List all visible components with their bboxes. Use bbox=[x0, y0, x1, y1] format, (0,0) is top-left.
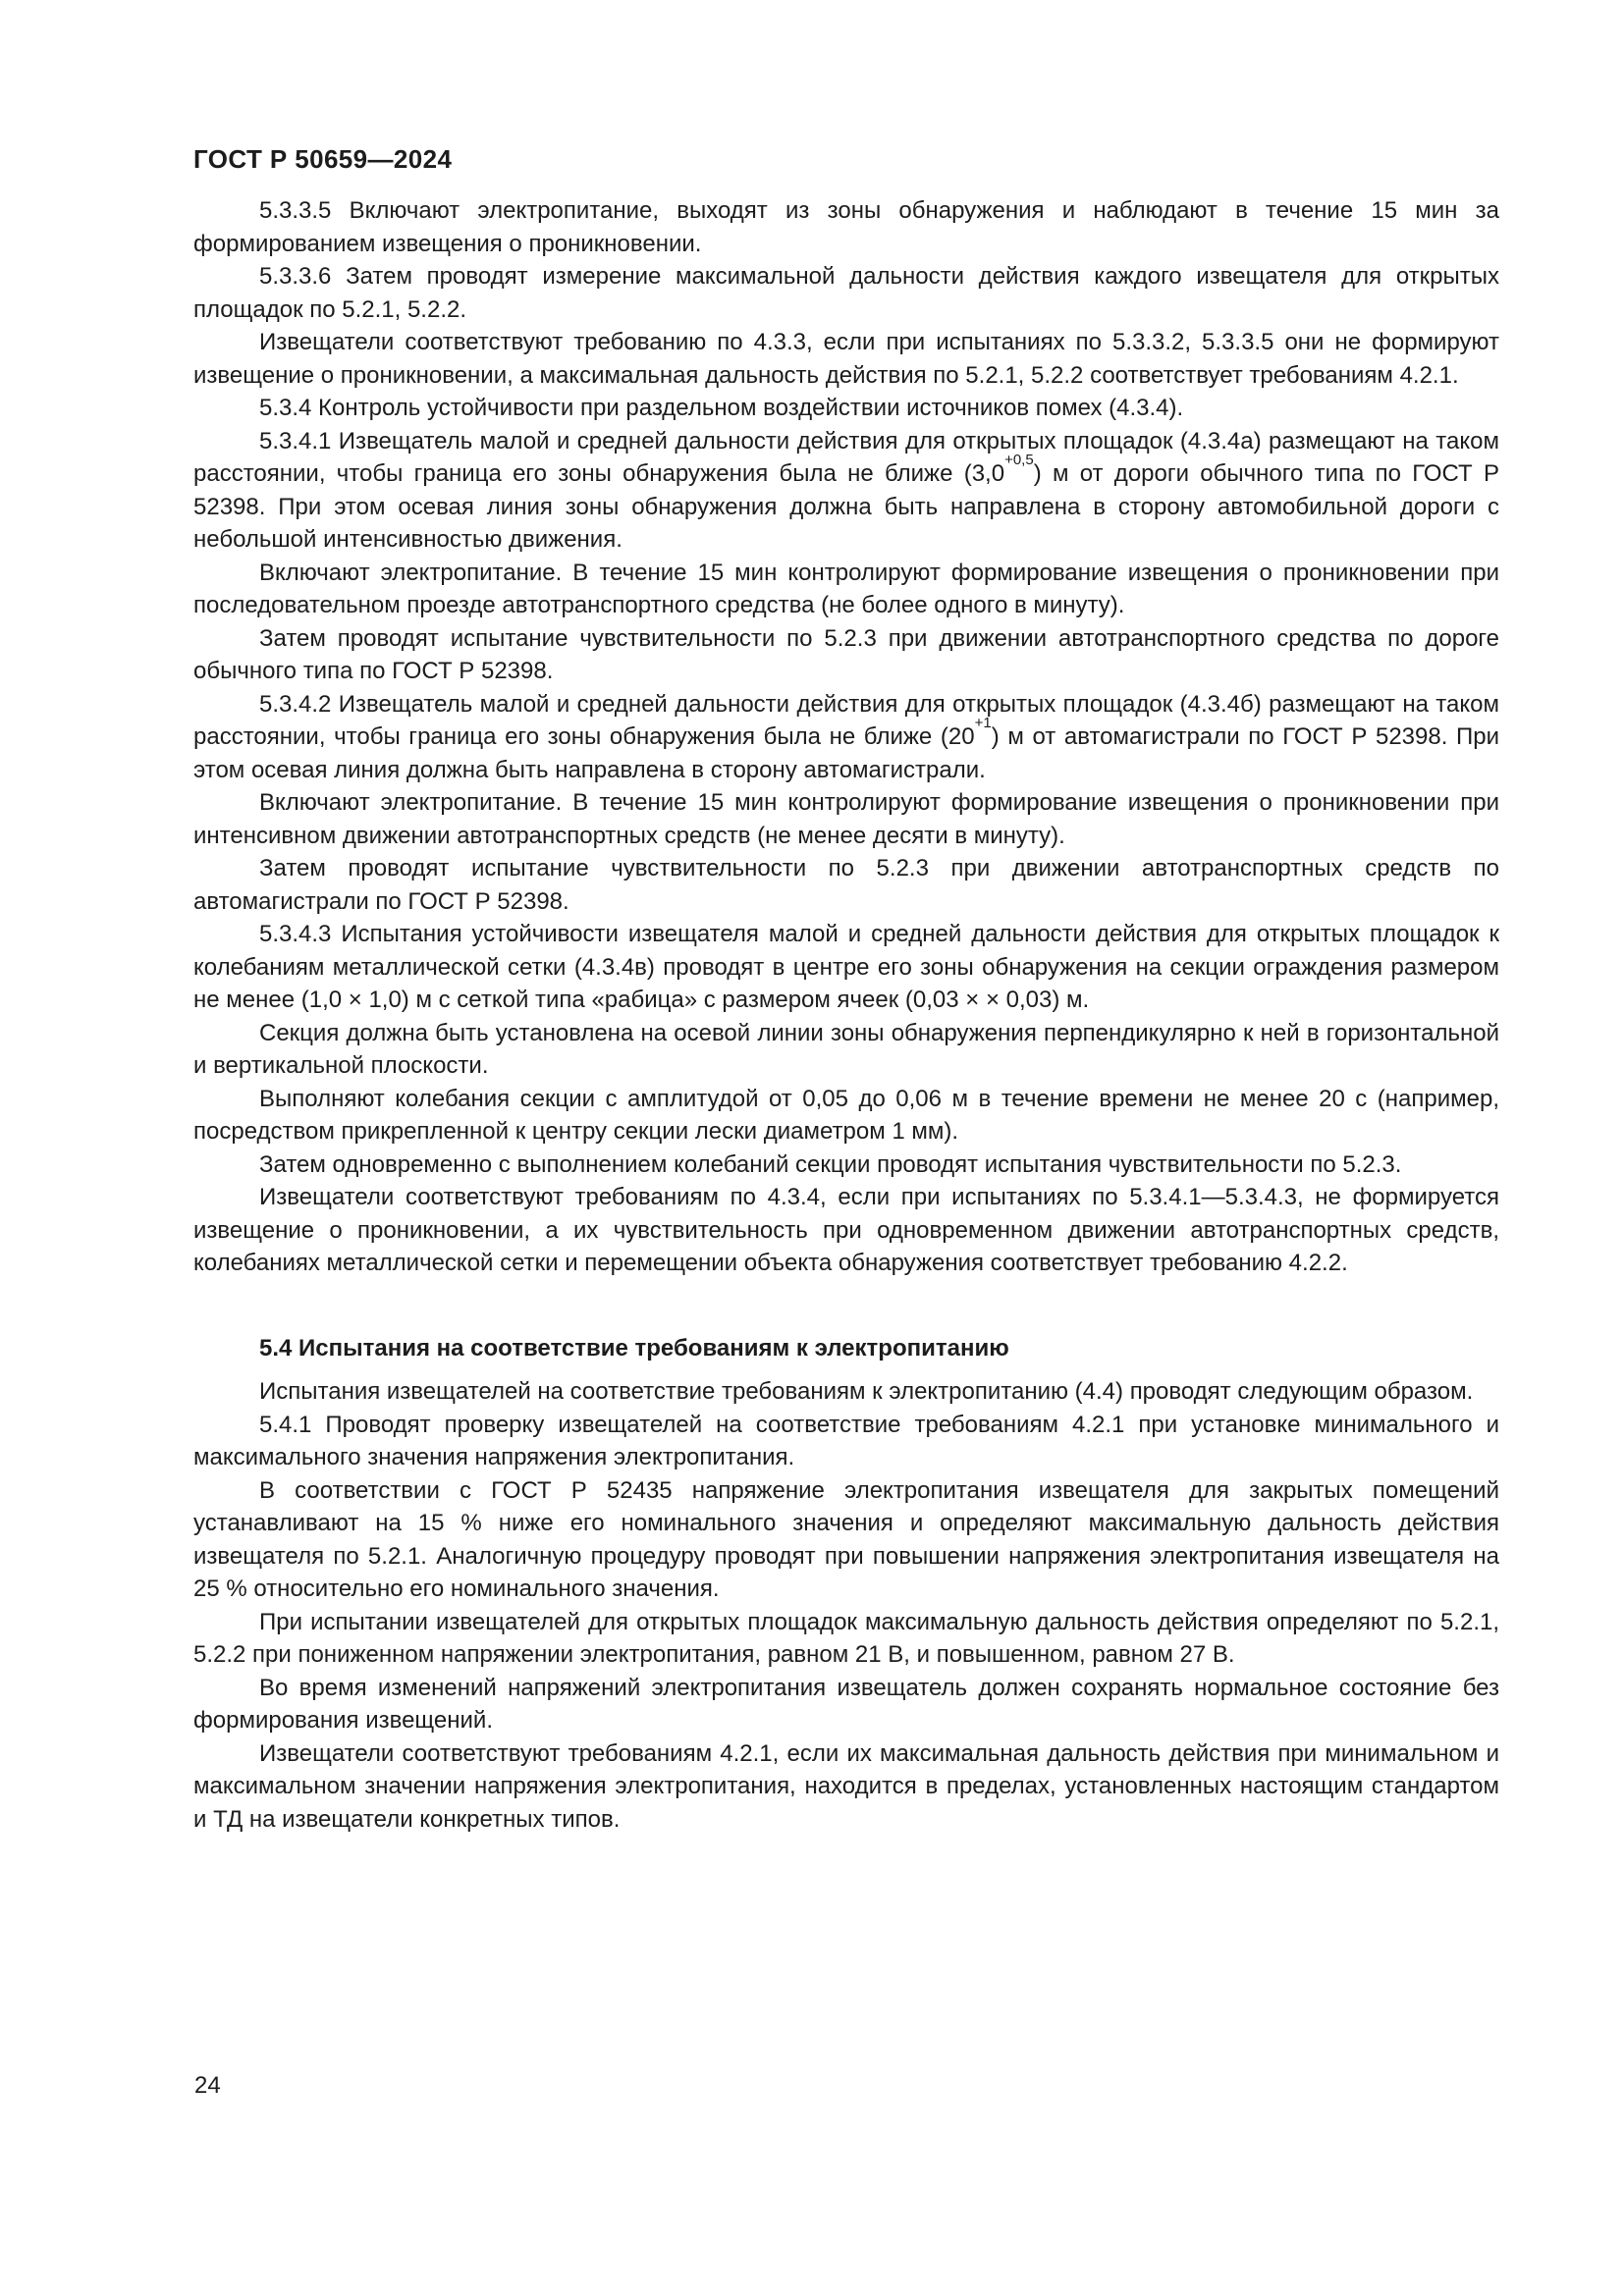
section-heading-5-4: 5.4 Испытания на соответствие требованиям к электропитанию bbox=[259, 1334, 1009, 1362]
paragraph-5-3-4: 5.3.4 Контроль устойчивости при раздельном воздействии источников помех (4.3.4). bbox=[259, 395, 1184, 421]
paragraph-text: ) м от дороги обычного типа по ГОСТ Р 52398. При этом осевая линия зоны обнаружения должна быть направлена в сторону автомобильной дороги с небольшой интенсивностью движения. bbox=[193, 460, 1499, 553]
tolerance-superscript: +0,5 bbox=[1004, 452, 1034, 468]
paragraph-5-4-1: 5.4.1 Проводят проверку извещателей на соответствие требованиям 4.2.1 при установке минимального и максимального значения напряжения электропитания. bbox=[193, 1411, 1499, 1470]
document-body bbox=[193, 194, 1499, 1836]
paragraph-text: ) м от автомагистрали по ГОСТ Р 52398. При этом осевая линия должна быть направлена в сторону автомагистрали. bbox=[193, 723, 1499, 783]
page-number: 24 bbox=[194, 2072, 221, 2099]
paragraph-5-3-3-5: 5.3.3.5 Включают электропитание, выходят из зоны обнаружения и наблюдают в течение 15 мин за формированием извещения о проникновении. bbox=[193, 197, 1499, 257]
paragraph-sensitivity-test-road: Затем проводят испытание чувствительности по 5.2.3 при движении автотранспортного средства по дороге обычного типа по ГОСТ Р 52398. bbox=[193, 624, 1499, 684]
paragraph-power-on-single-vehicle: Включают электропитание. В течение 15 мин контролируют формирование извещения о проникновении при последовательном проезде автотранспортного средства (не более одного в минуту). bbox=[193, 559, 1499, 618]
paragraph-open-area-voltage: При испытании извещателей для открытых площадок максимальную дальность действия определяют по 5.2.1, 5.2.2 при пониженном напряжении электропитания, равном 21 В, и повышенном, равном 27 В. bbox=[193, 1608, 1499, 1668]
paragraph-conformance-4-2-1: Извещатели соответствуют требованиям 4.2.1, если их максимальная дальность действия при минимальном и максимальном значении напряжения электропитания, находится в пределах, установленных настоящим стандартом и ТД на извещатели конкретных типов. bbox=[193, 1739, 1499, 1833]
tolerance-superscript: +1 bbox=[974, 715, 992, 731]
paragraph-conformance-4-3-3: Извещатели соответствуют требованию по 4.3.3, если при испытаниях по 5.3.3.2, 5.3.3.5 они не формируют извещение о проникновении, а максимальная дальность действия по 5.2.1, 5.2.2 соответствует требованиям 4.2.1. bbox=[193, 329, 1499, 389]
paragraph-power-tests-intro: Испытания извещателей на соответствие требованиям к электропитанию (4.4) проводят следующим образом. bbox=[259, 1378, 1474, 1405]
paragraph-conformance-4-3-4: Извещатели соответствуют требованиям по 4.3.4, если при испытаниях по 5.3.4.1—5.3.4.3, не формируется извещение о проникновении, а их чувствительность при одновременном движении автотранспортных средств, колебаниях металлической сетки и перемещении объекта обнаружения соответствует требованию 4.2.2. bbox=[193, 1184, 1499, 1276]
paragraph-simultaneous-test: Затем одновременно с выполнением колебаний секции проводят испытания чувствительности по 5.2.3. bbox=[259, 1150, 1402, 1178]
paragraph-5-3-4-3: 5.3.4.3 Испытания устойчивости извещателя малой и средней дальности действия для открытых площадок к колебаниям металлической сетки (4.3.4в) проводят в центре его зоны обнаружения на секции ограждения размером не менее (1,0 × 1,0) м с сеткой типа «рабица» с размером ячеек (0,03 × × 0,03) м. bbox=[193, 921, 1499, 1013]
paragraph-text: 5.3.4.1 Извещатель малой и средней дальности действия для открытых площадок (4.3.4а) размещают на таком расстоянии, чтобы граница его зоны обнаружения была не ближе (3,0 bbox=[193, 427, 1499, 487]
paragraph-5-3-3-6: 5.3.3.6 Затем проводят измерение максимальной дальности действия каждого извещателя для открытых площадок по 5.2.1, 5.2.2. bbox=[193, 263, 1499, 323]
paragraph-oscillation-amplitude: Выполняют колебания секции с амплитудой от 0,05 до 0,06 м в течение времени не менее 20 с (например, посредством прикрепленной к центру секции лески диаметром 1 мм). bbox=[193, 1085, 1499, 1145]
paragraph-5-3-4-2 bbox=[193, 688, 1499, 787]
paragraph-gost-52435-voltage: В соответствии с ГОСТ Р 52435 напряжение электропитания извещателя для закрытых помещений устанавливают на 15 % ниже его номинального значения и определяют максимальную дальность действия извещателя по 5.2.1. Аналогичную процедуру проводят при повышении напряжения электропитания извещателя на 25 % относительно его номинального значения. bbox=[193, 1476, 1499, 1602]
paragraph-sensitivity-test-highway: Затем проводят испытание чувствительности по 5.2.3 при движении автотранспортных средств по автомагистрали по ГОСТ Р 52398. bbox=[193, 855, 1499, 915]
paragraph-section-placement: Секция должна быть установлена на осевой линии зоны обнаружения перпендикулярно к ней в горизонтальной и вертикальной плоскости. bbox=[193, 1019, 1499, 1079]
doc-code-header: ГОСТ Р 50659—2024 bbox=[193, 144, 453, 174]
paragraph-text: 5.3.4.2 Извещатель малой и средней дальности действия для открытых площадок (4.3.4б) размещают на таком расстоянии, чтобы граница его зоны обнаружения была не ближе (20 bbox=[193, 690, 1499, 750]
paragraph-5-3-4-1 bbox=[193, 425, 1499, 557]
paragraph-normal-state: Во время изменений напряжений электропитания извещатель должен сохранять нормальное состояние без формирования извещений. bbox=[193, 1674, 1499, 1734]
paragraph-power-on-intensive-traffic: Включают электропитание. В течение 15 мин контролируют формирование извещения о проникновении при интенсивном движении автотранспортных средств (не менее десяти в минуту). bbox=[193, 789, 1499, 849]
